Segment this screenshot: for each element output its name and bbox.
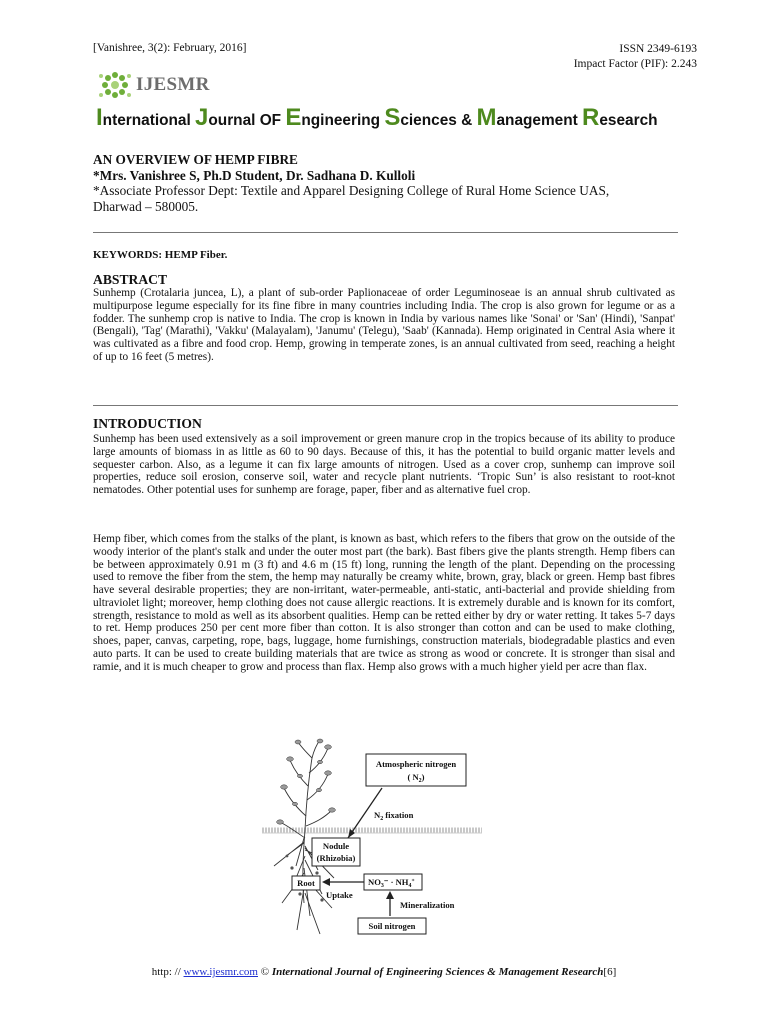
article-authors: *Mrs. Vanishree S, Ph.D Student, Dr. Sadhana D. Kulloli bbox=[93, 167, 416, 183]
atmospheric-nitrogen-label: Atmospheric nitrogen bbox=[375, 759, 457, 769]
nitrogen-cycle-figure bbox=[262, 738, 482, 940]
journal-word-2: ournal OF bbox=[208, 112, 286, 129]
leaf-cluster-icon bbox=[96, 68, 134, 102]
uptake-arrowhead bbox=[322, 878, 330, 886]
divider-top bbox=[93, 232, 678, 233]
article-affiliation-line-1: *Associate Professor Dept: Textile and Apparel Designing College of Rural Home Science UAS, bbox=[93, 183, 610, 199]
ions-sub-3: 3 bbox=[380, 883, 384, 889]
ions-sub-4: 4 bbox=[408, 883, 412, 889]
n2-fixation-label bbox=[374, 810, 414, 822]
fixation-word: fixation bbox=[385, 810, 414, 820]
abstract-text: Sunhemp (Crotalaria juncea, L), a plant of sub-order Paplionaceae of order Leguminoseae is an annual shrub cultivated as multipurpose legume especially for its fine fibre in many countries including India. The crop is also grown for legume or as a fodder. The sunhemp crop is native to India. The crop is known in India by various names like 'Sonai' or 'San' (Hindi), 'Sanpat' (Bengali), 'Tag' (Marathi), 'Vakku' (Malayalam), 'Janumu' (Telegu), 'Saab' (Kannada). Hemp originated in Central Asia where it was cultivated as a fibre and food crop. Hemp, growing in temperate zones, is an annual cultivated from seed, reaching a height of up to 16 feet (5 metres). bbox=[93, 287, 675, 363]
page-footer bbox=[0, 966, 768, 978]
article-title-block bbox=[93, 152, 683, 214]
journal-website-link[interactable]: www.ijesmr.com bbox=[183, 966, 258, 978]
introduction-paragraph-1: Sunhemp has been used extensively as a soil improvement or green manure crop in the tropics because of its ability to produce large amounts of biomass in as little as 60 to 90 days. Because of this, it has the potential to build organic matter levels and sequester carbon. Also, as a legume it can fix large amounts of nitrogen. Used as a cover crop, sunhemp can improve soil properties, reduce soil erosion, conserve soil, water and recycle plant nutrients. ‘Tropic Sun’ is also resistant to root-knot nematodes. Other potential uses for sunhemp are forage, paper, fiber and as alternative fuel crop. bbox=[93, 433, 675, 496]
atm-formula-close: ) bbox=[421, 772, 425, 782]
journal-cap-r: R bbox=[582, 104, 600, 131]
fixation-n: N bbox=[374, 810, 381, 820]
ions-charge: ⁺ bbox=[411, 879, 415, 885]
keywords: KEYWORDS: HEMP Fiber. bbox=[93, 249, 228, 261]
article-title: AN OVERVIEW OF HEMP FIBRE bbox=[93, 152, 298, 167]
journal-word-5: anagement bbox=[496, 112, 583, 129]
footer-copyright: © bbox=[257, 966, 272, 978]
mineralization-label: Mineralization bbox=[400, 900, 455, 910]
journal-word-3: ngineering bbox=[301, 112, 385, 129]
atm-formula-open: ( N bbox=[407, 772, 419, 782]
logo-text: IJESMR bbox=[136, 74, 210, 95]
citation-header: [Vanishree, 3(2): February, 2016] bbox=[93, 42, 247, 54]
journal-cap-m: M bbox=[476, 104, 497, 131]
page-number: [6] bbox=[603, 966, 617, 978]
footer-journal-name: International Journal of Engineering Sciences & Management Research bbox=[271, 966, 604, 978]
journal-cap-j: J bbox=[195, 104, 209, 131]
introduction-heading: INTRODUCTION bbox=[93, 416, 202, 431]
issn-header bbox=[574, 42, 697, 72]
nodule-label: Nodule bbox=[322, 841, 350, 851]
uptake-label: Uptake bbox=[326, 890, 353, 900]
impact-factor: Impact Factor (PIF): 2.243 bbox=[573, 58, 697, 70]
ions-mid: ⁻ · NH bbox=[383, 877, 409, 887]
ions-no: NO bbox=[368, 877, 381, 887]
article-affiliation-line-2: Dharwad – 580005. bbox=[93, 198, 199, 214]
soil-nitrogen-label: Soil nitrogen bbox=[368, 921, 416, 931]
abstract-heading: ABSTRACT bbox=[93, 272, 168, 287]
divider-abstract bbox=[93, 405, 678, 406]
root-label: Root bbox=[297, 878, 315, 888]
issn: ISSN 2349-6193 bbox=[619, 43, 697, 55]
journal-logo bbox=[96, 68, 210, 102]
nitrogen-cycle-diagram bbox=[262, 738, 482, 940]
journal-word-1: nternational bbox=[102, 112, 196, 129]
plant-illustration bbox=[274, 740, 334, 934]
mineralization-arrowhead bbox=[386, 891, 394, 899]
journal-word-4: ciences & bbox=[400, 112, 477, 129]
rhizobia-label: (Rhizobia) bbox=[316, 853, 356, 863]
journal-name bbox=[96, 104, 658, 132]
introduction-paragraph-2: Hemp fiber, which comes from the stalks of the plant, is known as bast, which refers to the fibers that grow on the outside of the woody interior of the plant's stalk and under the outer most part (the bark). Bast fibers give the plants strength. Hemp fibers can be between approximately 0.91 m (3 ft) and 4.6 m (15 ft) long, running the length of the plant. Depending on the processing used to remove the fiber from the stem, the hemp may naturally be creamy white, brown, gray, black or green. Hemp bast fibres have several desirable properties; they are non-irritant, water-permeable, anti-static, anti-bacterial and provide shielding from ultraviolet light; moreover, hemp clothing does not cause allergic reactions. It is extremely durable and is known for its comfort, strength, resistance to mold as well as its absorbent qualities. Hemp can be retted either by dry or water retting. It takes 5-7 days to ret. Hemp produces 250 per cent more fiber than cotton. It is also stronger than cotton and can be used to make clothing, shoes, paper, canvas, carpeting, rope, bags, luggage, home furnishings, construction materials, biodegradable plastics and even auto parts. It can be used to create building materials that are twice as strong as wood or concrete. It is stronger than sisal and ramie, and it is much cheaper to grow and process than flax. Hemp also grows with a much higher yield per acre than flax. bbox=[93, 533, 675, 673]
footer-prefix: http: // bbox=[151, 966, 184, 978]
journal-cap-s: S bbox=[384, 104, 401, 131]
atm-formula-subscript: 2 bbox=[418, 778, 422, 784]
journal-word-6: esearch bbox=[599, 112, 658, 129]
fixation-subscript: 2 bbox=[380, 816, 384, 822]
journal-cap-i: I bbox=[96, 104, 103, 131]
journal-cap-e: E bbox=[285, 104, 302, 131]
